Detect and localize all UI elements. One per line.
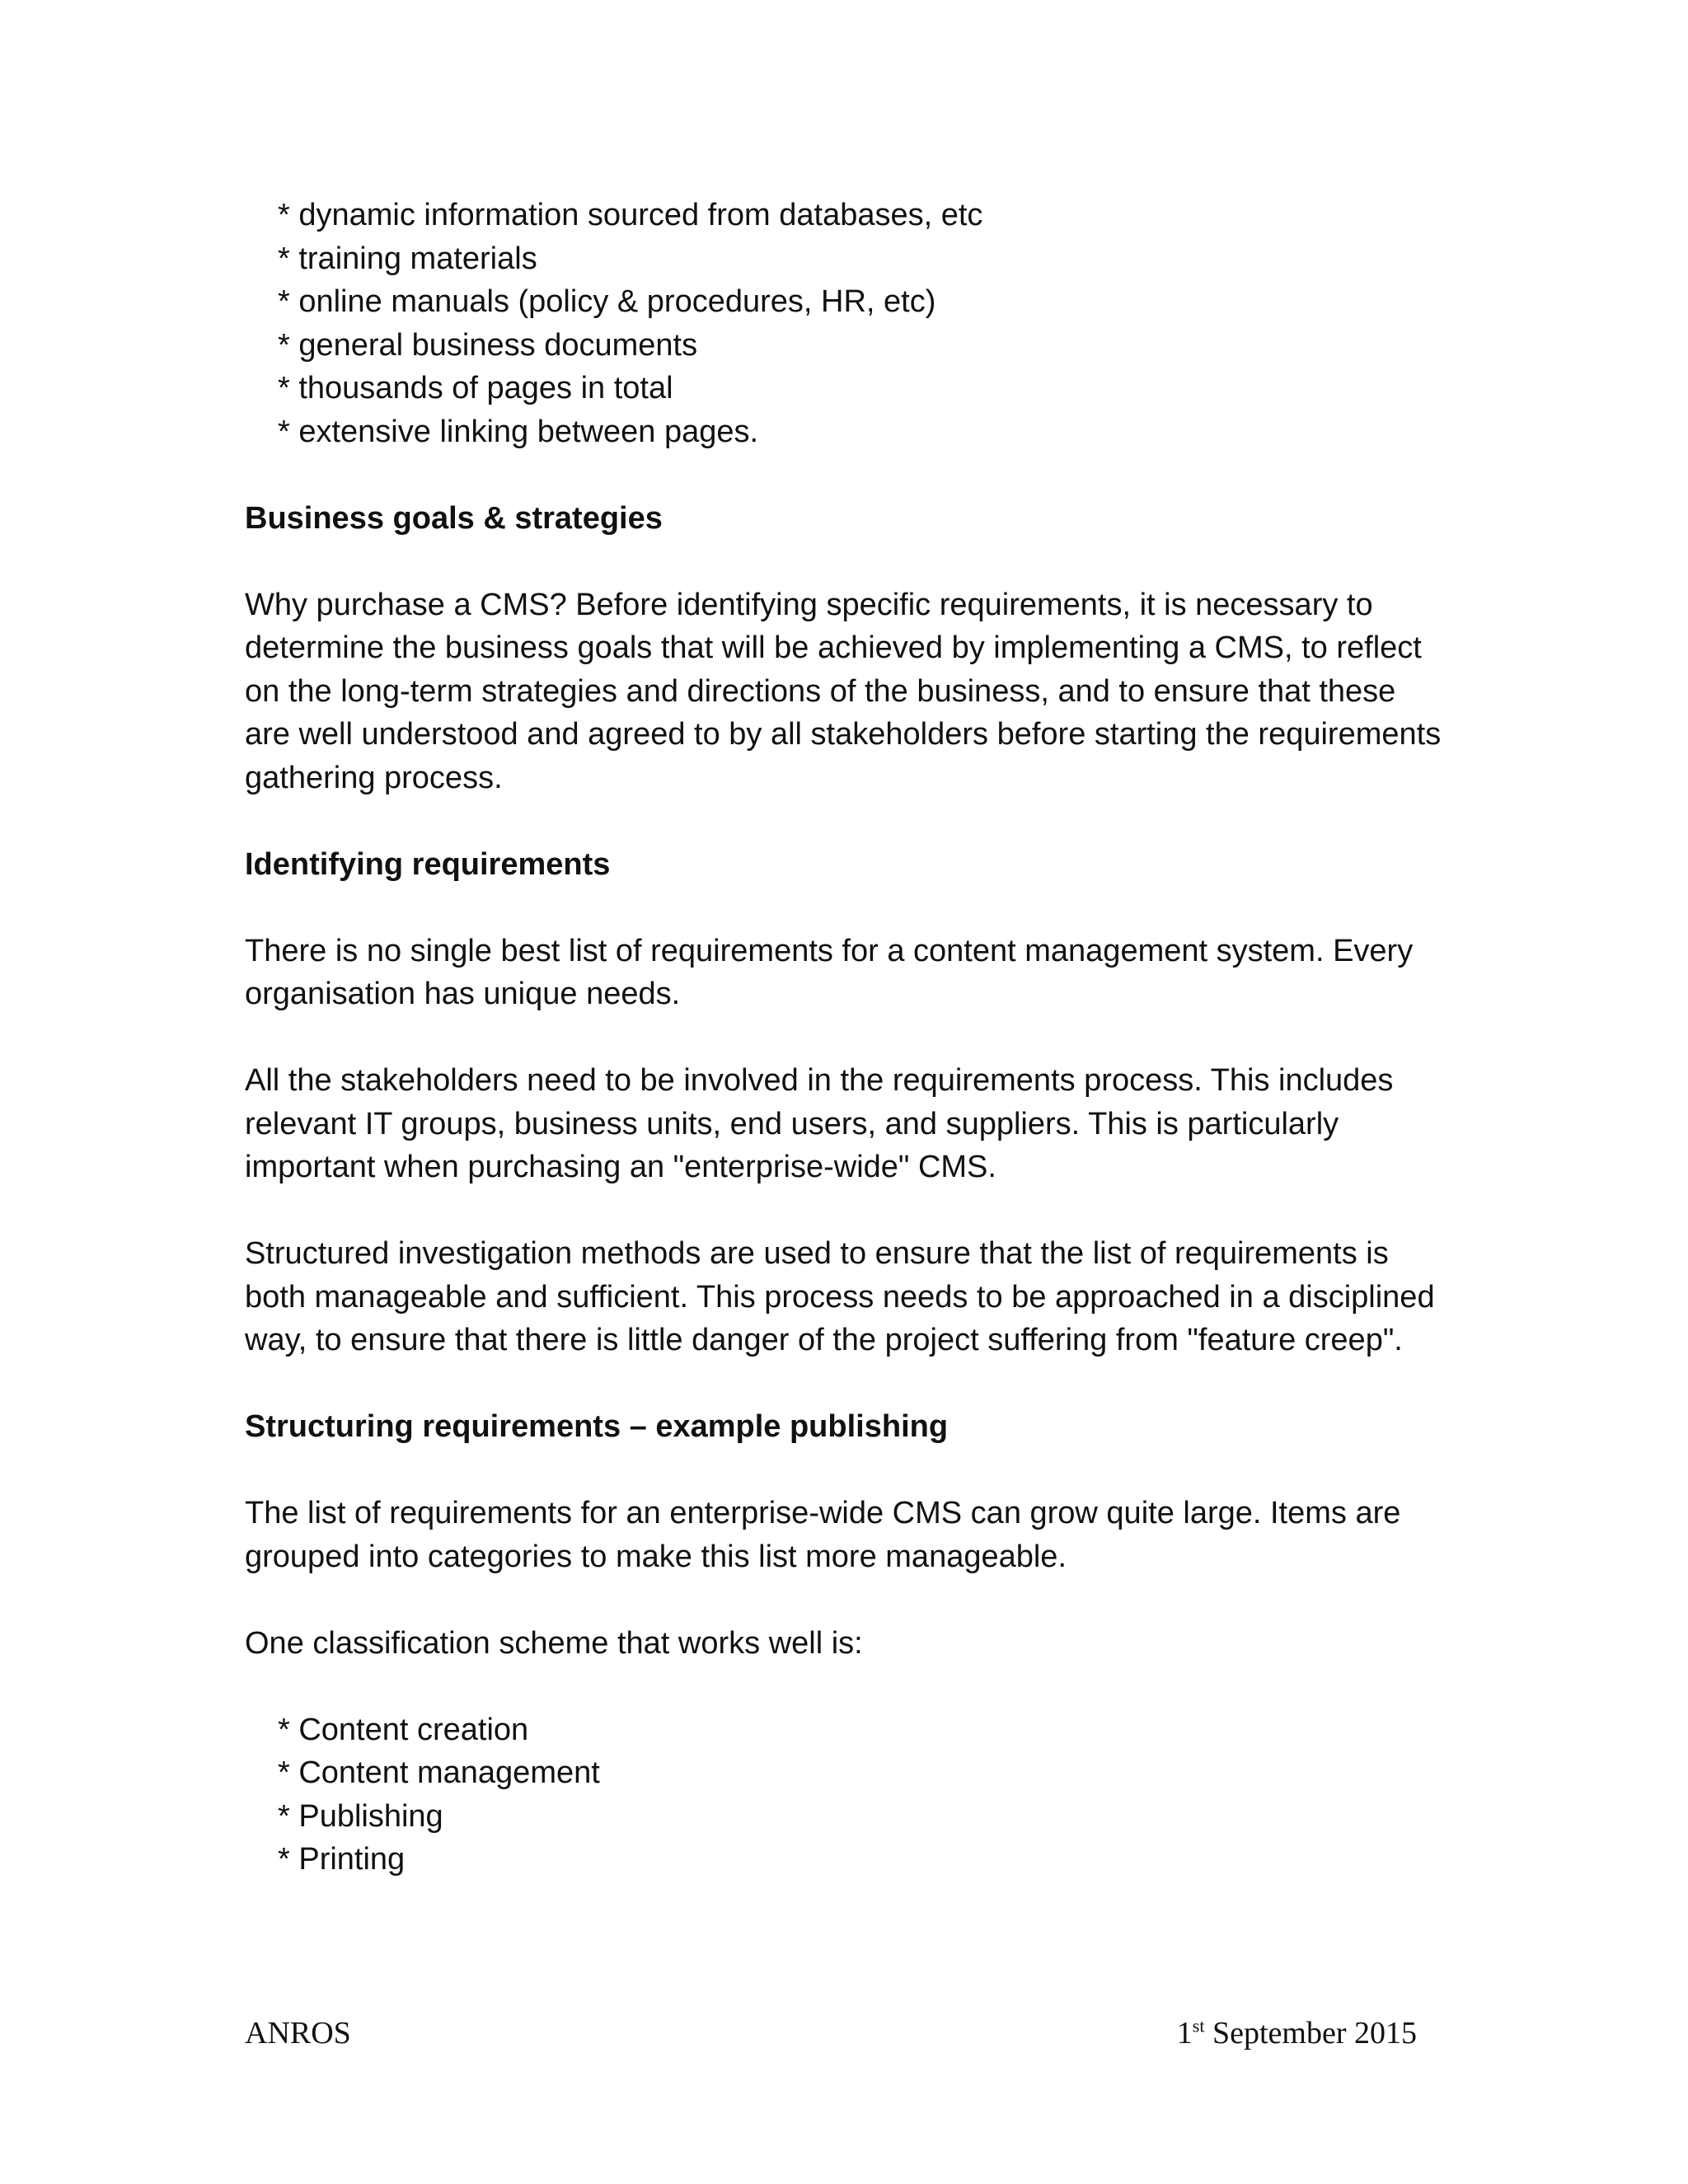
list-item: * training materials [278,241,537,276]
page-body [245,194,1448,1882]
list-item: * general business documents [278,327,698,363]
category-bullet-list [245,1708,1448,1882]
list-item: * Printing [278,1842,406,1877]
list-item: * dynamic information sourced from databases, etc [278,198,983,232]
list-item: * Content creation [278,1712,529,1747]
list-item: * online manuals (policy & procedures, HR, etc) [278,284,936,319]
list-item: * extensive linking between pages. [278,414,759,449]
identifying-paragraph-1: There is no single best list of requirements for a content management system. Every organisation has unique needs. [245,933,1414,1011]
identifying-paragraph-3: Structured investigation methods are used to ensure that the list of requirements is both manageable and sufficient. This process needs to be approached in a disciplined way, to ensure that there is little danger of the project suffering from "feature creep". [245,1236,1435,1357]
footer-date-suffix: st [1192,2015,1205,2036]
list-item: * Publishing [278,1798,443,1834]
structuring-paragraph-2: One classification scheme that works well is: [245,1625,863,1661]
structuring-paragraph-1: The list of requirements for an enterprise-wide CMS can grow quite large. Items are grouped into categories to make this list more manageable. [245,1496,1401,1574]
identifying-paragraph-2: All the stakeholders need to be involved in the requirements process. This includes relevant IT groups, business units, end users, and suppliers. This is particularly important when purchasing an "enterprise-wide" CMS. [245,1063,1394,1184]
footer-company: ANROS [245,2016,351,2050]
list-item: * Content management [278,1755,600,1790]
footer-date-rest: September 2015 [1204,2016,1417,2050]
footer-date-day: 1 [1176,2016,1193,2050]
footer-date [1177,2015,1417,2051]
intro-bullet-list [245,194,1448,453]
section-heading-identifying: Identifying requirements [245,846,611,882]
section-heading-structuring: Structuring requirements – example publishing [245,1409,949,1444]
section-heading-goals: Business goals & strategies [245,500,663,536]
goals-paragraph: Why purchase a CMS? Before identifying specific requirements, it is necessary to determine the business goals that will be achieved by implementing a CMS, to reflect on the long-term strategies and directions of the business, and to ensure that these are well understood and agreed to by all stakeholders before starting the requirements gathering process. [245,587,1442,795]
list-item: * thousands of pages in total [278,371,673,405]
